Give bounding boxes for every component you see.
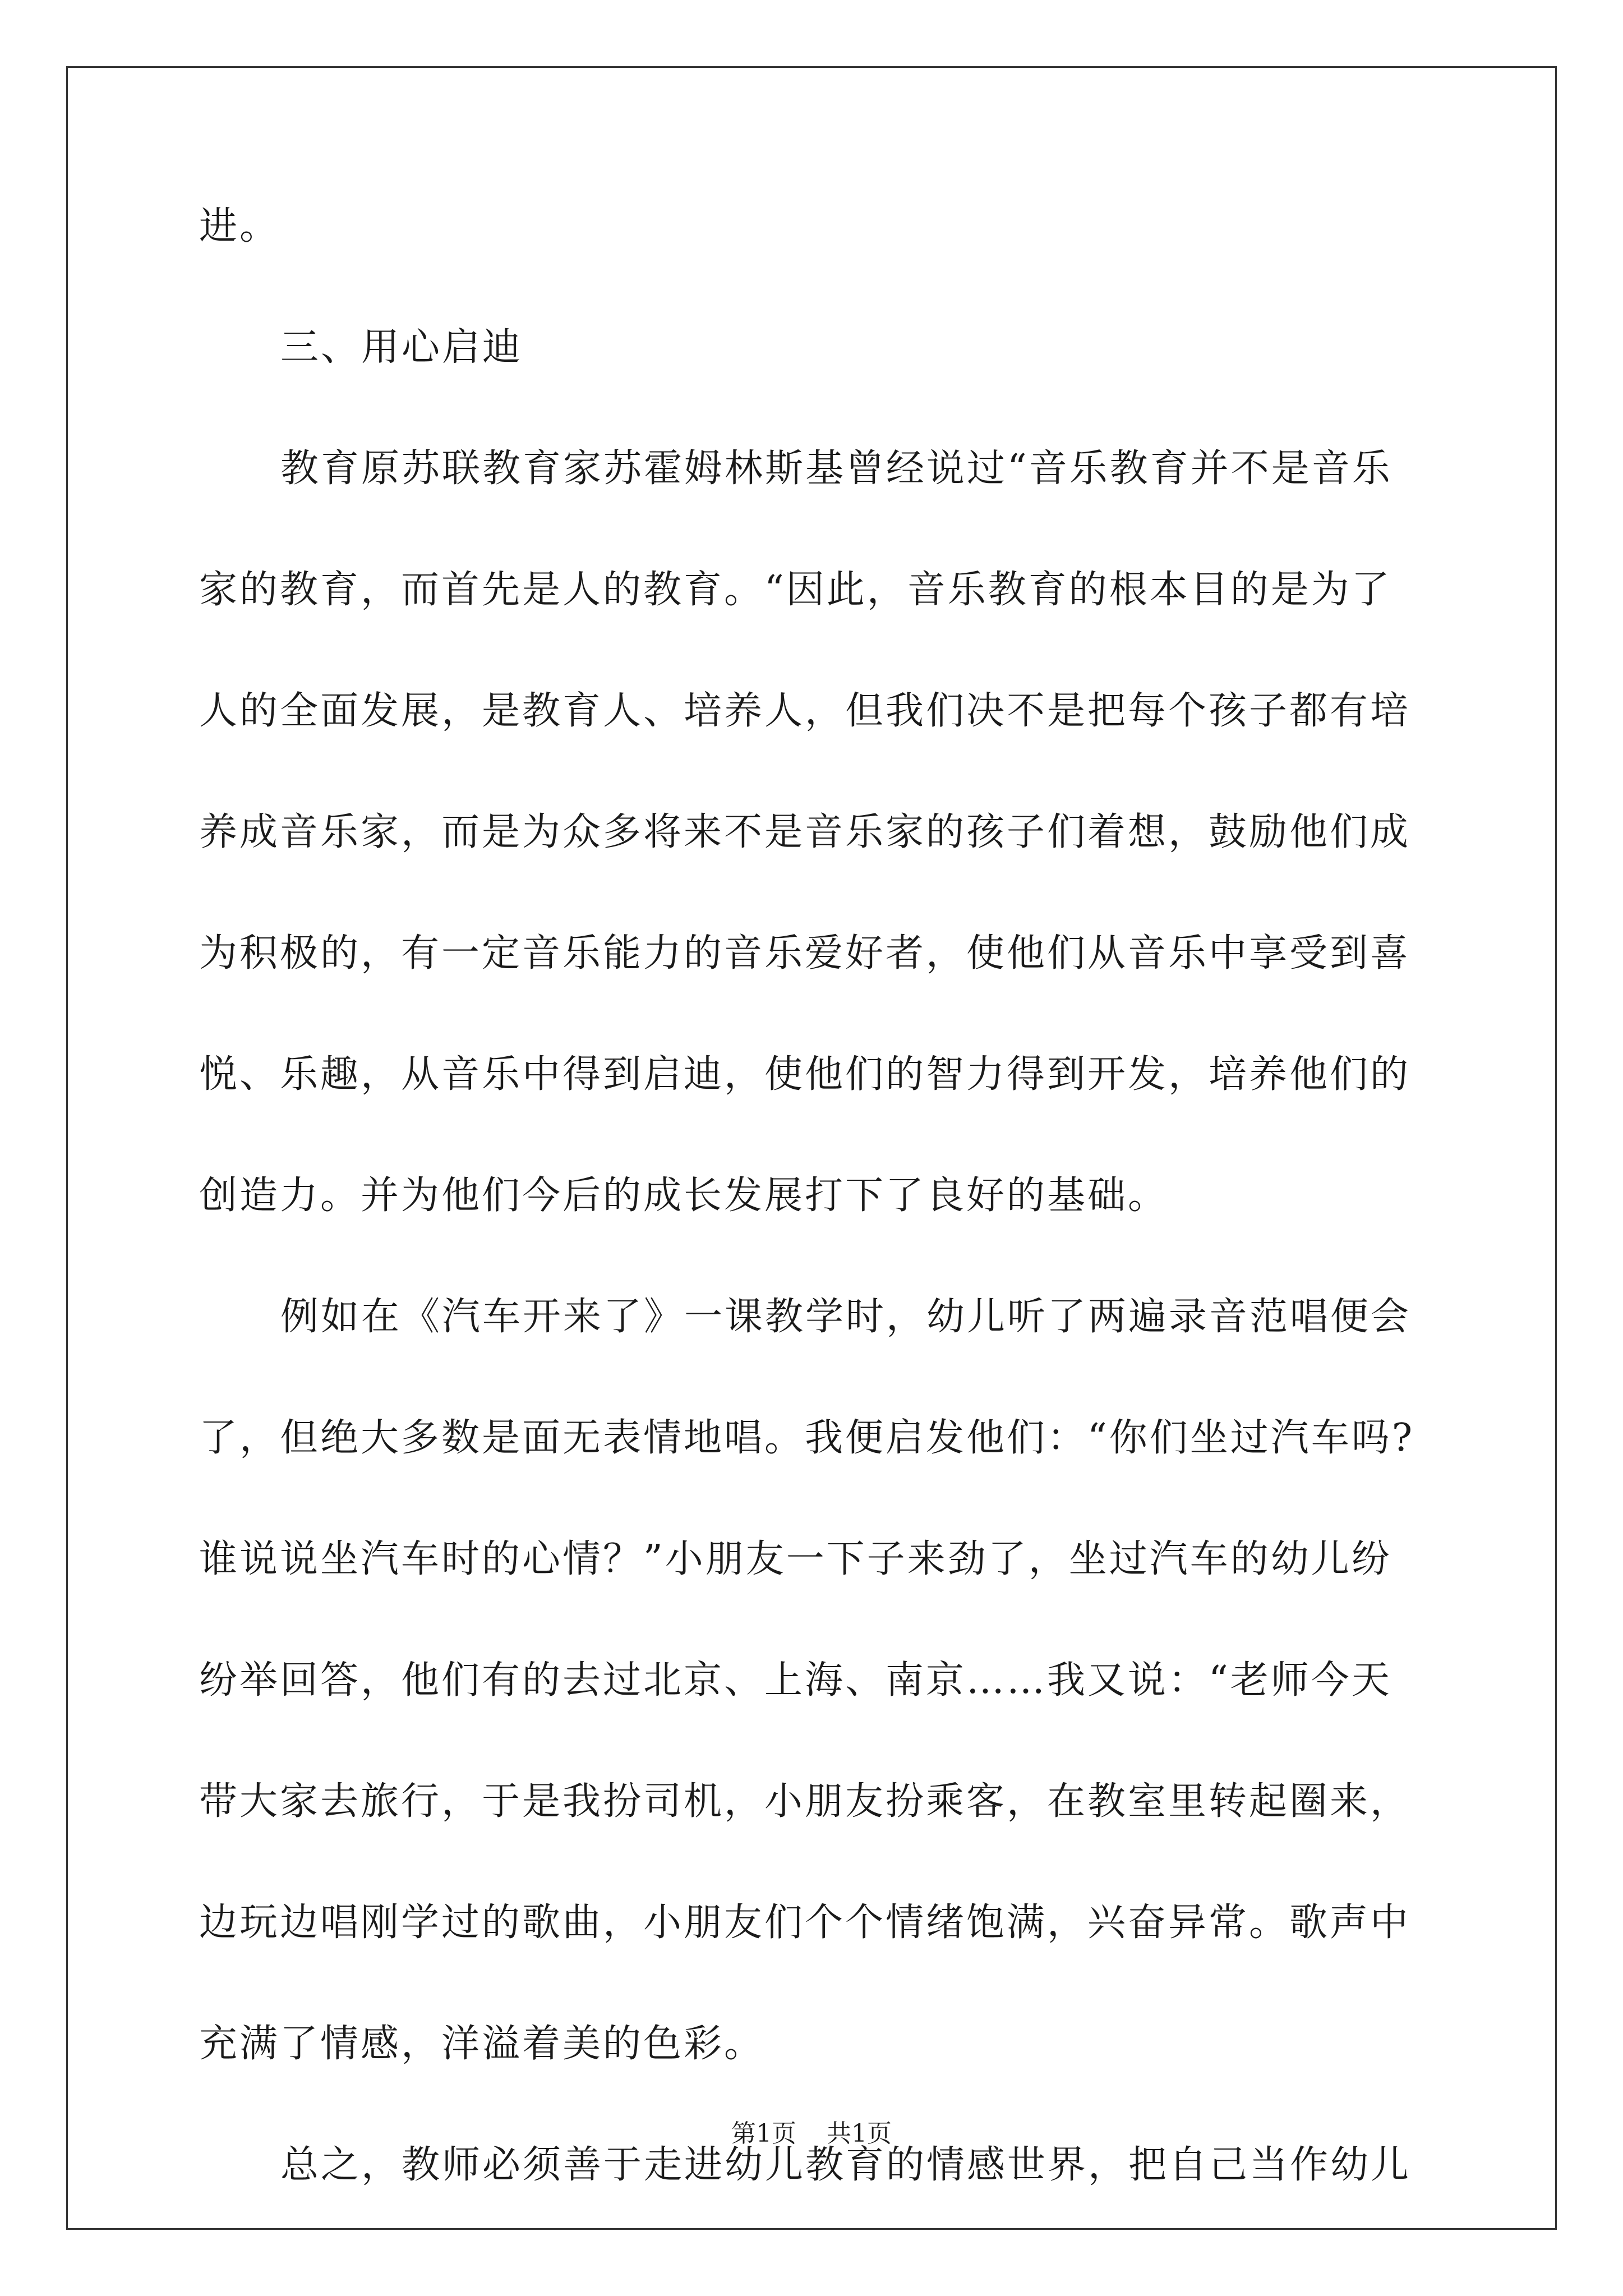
paragraph-line: 边玩边唱刚学过的歌曲，小朋友们个个情绪饱满，兴奋异常。歌声中 xyxy=(199,1901,1411,1945)
page-number-total: 共1页 xyxy=(827,2119,892,2148)
paragraph-line: 总之，教师必须善于走进幼儿教育的情感世界，把自己当作幼儿 xyxy=(280,2143,1412,2187)
paragraph-line: 带大家去旅行，于是我扮司机，小朋友扮乘客，在教室里转起圈来， xyxy=(199,1779,1411,1824)
paragraph-line: 充满了情感，洋溢着美的色彩。 xyxy=(199,2022,765,2066)
section-heading: 三、用心启迪 xyxy=(280,325,523,370)
paragraph-line: 悦、乐趣，从音乐中得到启迪，使他们的智力得到开发，培养他们的 xyxy=(199,1052,1411,1097)
paragraph-line: 养成音乐家，而是为众多将来不是音乐家的孩子们着想，鼓励他们成 xyxy=(199,810,1411,854)
paragraph-line: 人的全面发展，是教育人、培养人，但我们决不是把每个孩子都有培 xyxy=(199,689,1411,733)
page-footer xyxy=(0,2119,1623,2148)
paragraph-line: 例如在《汽车开来了》一课教学时，幼儿听了两遍录音范唱便会 xyxy=(280,1295,1412,1339)
paragraph-line: 了，但绝大多数是面无表情地唱。我便启发他们：“你们坐过汽车吗? xyxy=(199,1416,1415,1460)
paragraph-line: 教育原苏联教育家苏霍姆林斯基曾经说过“音乐教育并不是音乐 xyxy=(280,447,1393,491)
paragraph-line: 进。 xyxy=(199,204,280,249)
paragraph-line: 谁说说坐汽车时的心情？”小朋友一下子来劲了，坐过汽车的幼儿纷 xyxy=(199,1537,1392,1581)
paragraph-line: 创造力。并为他们今后的成长发展打下了良好的基础。 xyxy=(199,1174,1169,1218)
page-number-current: 第1页 xyxy=(731,2119,796,2148)
paragraph-line: 为积极的，有一定音乐能力的音乐爱好者，使他们从音乐中享受到喜 xyxy=(199,931,1411,976)
document-body xyxy=(199,204,1450,2267)
paragraph-line: 家的教育，而首先是人的教育。“因此，音乐教育的根本目的是为了 xyxy=(199,568,1392,612)
paragraph-line: 纷举回答，他们有的去过北京、上海、南京……我又说：“老师今天 xyxy=(199,1658,1392,1703)
